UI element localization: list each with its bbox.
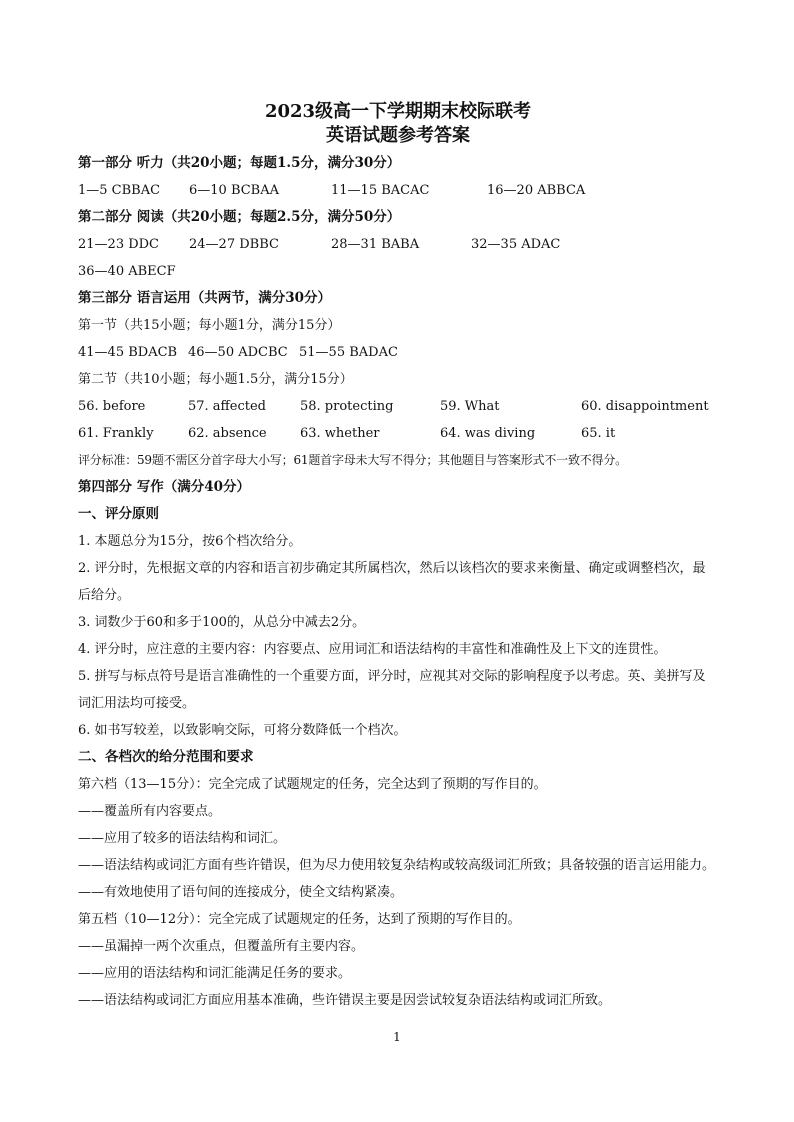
level6-item: ——有效地使用了语句间的连接成分，使全文结构紧凑。 [78,885,404,900]
answer-group: 16—20 ABBCA [487,183,586,198]
level6-item: ——覆盖所有内容要点。 [78,804,222,819]
answer-group: 11—15 BACAC [331,183,430,198]
answer-group: 41—45 BDACB [78,345,178,360]
answer-item: 62. absence [188,426,267,441]
part3-section1-answers [78,339,718,366]
part3-section2-heading: 第二节（共10小题；每小题1.5分，满分15分） [78,372,353,387]
principle-item: 1. 本题总分为15分，按6个档次给分。 [78,534,302,549]
answer-group: 51—55 BADAC [299,345,398,360]
answer-group: 21—23 DDC [78,237,160,252]
answer-item: 64. was diving [440,426,536,441]
level5-item: ——语法结构或词汇方面应用基本准确，些许错误主要是因尝试较复杂语法结构或词汇所致。 [78,993,612,1008]
part3-heading: 第三部分 语言运用（共两节，满分30分） [78,290,331,306]
principle-item: 5. 拼写与标点符号是语言准确性的一个重要方面，评分时，应视其对交际的影响程度予以考虑。英、美拼写及词汇用法均可接受。 [78,669,706,711]
level6-heading: 第六档（13—15分）：完全完成了试题规定的任务，完全达到了预期的写作目的。 [78,777,547,792]
principle-item: 4. 评分时，应注意的主要内容：内容要点、应用词汇和语法结构的丰富性和准确性及上下文的连贯性。 [78,642,667,657]
answer-item: 59. What [440,399,500,414]
principle-item: 3. 词数少于60和多于100的，从总分中减去2分。 [78,615,366,630]
answer-group: 6—10 BCBAA [189,183,280,198]
answer-group: 28—31 BABA [331,237,420,252]
part2-heading: 第二部分 阅读（共20小题；每题2.5分，满分50分） [78,209,401,225]
page-number: 1 [393,1030,401,1044]
level5-heading: 第五档（10—12分）：完全完成了试题规定的任务，达到了预期的写作目的。 [78,912,521,927]
exam-subtitle: 英语试题参考答案 [326,125,470,146]
answer-group: 32—35 ADAC [471,237,561,252]
answer-item: 58. protecting [300,399,394,414]
level5-item: ——虽漏掉一两个次重点，但覆盖所有主要内容。 [78,939,365,954]
answer-item: 60. disappointment [581,399,709,414]
answer-item: 63. whether [300,426,380,441]
principle-item: 6. 如书写较差，以致影响交际，可将分数降低一个档次。 [78,723,407,738]
answer-item: 57. affected [188,399,267,414]
level5-item: ——应用的语法结构和词汇能满足任务的要求。 [78,966,352,981]
answer-item: 56. before [78,399,146,414]
level6-item: ——应用了较多的语法结构和词汇。 [78,831,287,846]
part2-answers-row1 [78,231,718,258]
answer-group: 1—5 CBBAC [78,183,161,198]
levels-heading: 二、各档次的给分范围和要求 [78,749,254,765]
answer-item: 61. Frankly [78,426,154,441]
part1-answers [78,177,718,204]
part2-answers-row2: 36—40 ABECF [78,264,176,279]
part3-section1-heading: 第一节（共15小题；每小题1分，满分15分） [78,318,341,333]
exam-title: 2023级高一下学期期末校际联考 [264,101,532,122]
part1-heading: 第一部分 听力（共20小题；每题1.5分，满分30分） [78,155,401,171]
principles-heading: 一、评分原则 [78,506,159,522]
part4-heading: 第四部分 写作（满分40分） [78,479,250,495]
answer-key-page [78,100,718,1014]
answer-item: 65. it [581,426,616,441]
part3-section2-row2 [78,420,718,447]
part3-section2-row1 [78,393,718,420]
principle-item: 2. 评分时，先根据文章的内容和语言初步确定其所属档次，然后以该档次的要求来衡量、确定或调整档次，最后给分。 [78,561,706,603]
answer-group: 24—27 DBBC [189,237,279,252]
level6-item: ——语法结构或词汇方面有些许错误，但为尽力使用较复杂结构或较高级词汇所致；具备较强的语言运用能力。 [78,858,716,873]
grading-note: 评分标准：59题不需区分首字母大小写；61题首字母未大写不得分；其他题目与答案形式不一致不得分。 [78,453,627,467]
answer-group: 46—50 ADCBC [188,345,288,360]
